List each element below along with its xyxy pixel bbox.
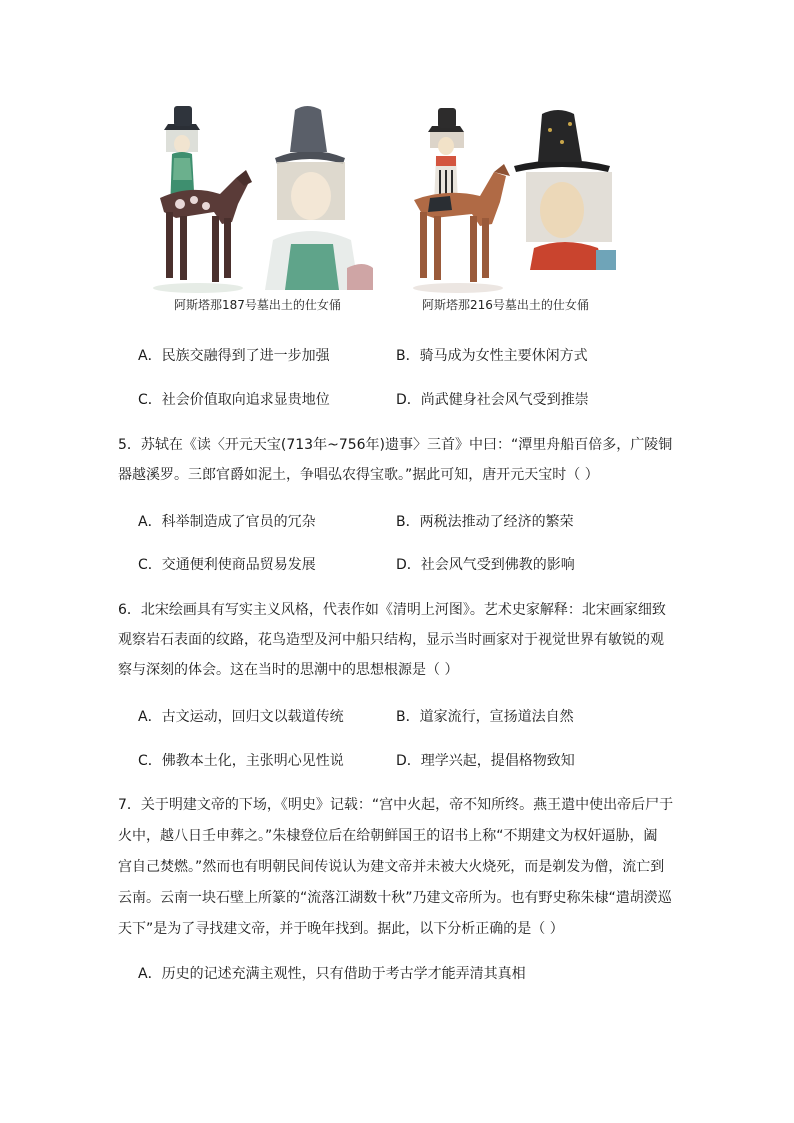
q6-option-a: A．古文运动，回归文以载道传统 <box>138 709 344 725</box>
q7-line-2: 火中，越八日壬申葬之。”朱棣登位后在给朝鲜国王的诏书上称“不期建文为权奸逼胁，阖 <box>118 828 658 844</box>
q5-option-b: B．两税法推动了经济的繁荣 <box>396 514 574 530</box>
q6-line-1: 6．北宋绘画具有写实主义风格，代表作如《清明上河图》。艺术史家解释：北宋画家细致 <box>118 602 666 618</box>
q6-line-3: 察与深刻的体会。这在当时的思潮中的思想根源是（ ） <box>118 662 459 678</box>
figure-right-equestrian <box>400 100 515 295</box>
q6-option-c: C．佛教本土化，主张明心见性说 <box>138 753 344 769</box>
q7-line-3: 宫自己焚燃。”然而也有明朝民间传说认为建文帝并未被大火烧死，而是剃发为僧，流亡到 <box>118 859 665 875</box>
q5-option-c: C．交通便利使商品贸易发展 <box>138 557 316 573</box>
q6-option-b: B．道家流行，宣扬道法自然 <box>396 709 574 725</box>
q7-line-5: 天下”是为了寻找建文帝，并于晚年找到。据此，以下分析正确的是（ ） <box>118 921 564 937</box>
q5-line-1: 5．苏轼在《读〈开元天宝(713年~756年)遗事〉三首》中曰：“潭里舟船百倍多，广陵铜 <box>118 437 673 453</box>
q5-option-d: D．社会风气受到佛教的影响 <box>396 557 575 573</box>
figure-left-closeup <box>255 100 373 295</box>
q7-line-4: 云南。云南一块石壁上所篆的“流落江湖数十秋”乃建文帝所为。也有野史称朱棣“遣胡濙巡 <box>118 890 672 906</box>
figure-right-caption: 阿斯塔那216号墓出土的仕女俑 <box>422 298 589 312</box>
q6-option-d: D．理学兴起，提倡格物致知 <box>396 753 575 769</box>
q4-option-a: A．民族交融得到了进一步加强 <box>138 348 330 364</box>
figure-left-caption: 阿斯塔那187号墓出土的仕女俑 <box>174 298 341 312</box>
figure-left-equestrian <box>140 100 255 295</box>
q7-option-a: A．历史的记述充满主观性，只有借助于考古学才能弄清其真相 <box>138 966 526 982</box>
q7-line-1: 7．关于明建文帝的下场，《明史》记载：“宫中火起，帝不知所终。燕王遣中使出帝后尸于 <box>118 797 674 813</box>
q6-line-2: 观察岩石表面的纹路，花鸟造型及河中船只结构，显示当时画家对于视觉世界有敏锐的观 <box>118 632 664 648</box>
q5-option-a: A．科举制造成了官员的冗杂 <box>138 514 316 530</box>
figure-right-closeup <box>512 100 620 295</box>
q4-option-b: B．骑马成为女性主要休闲方式 <box>396 348 588 364</box>
q5-line-2: 器越溪罗。三郎官爵如泥土，争唱弘农得宝歌。”据此可知，唐开元天宝时（ ） <box>118 467 599 483</box>
q4-option-d: D．尚武健身社会风气受到推崇 <box>396 392 589 408</box>
q4-option-c: C．社会价值取向追求显贵地位 <box>138 392 330 408</box>
